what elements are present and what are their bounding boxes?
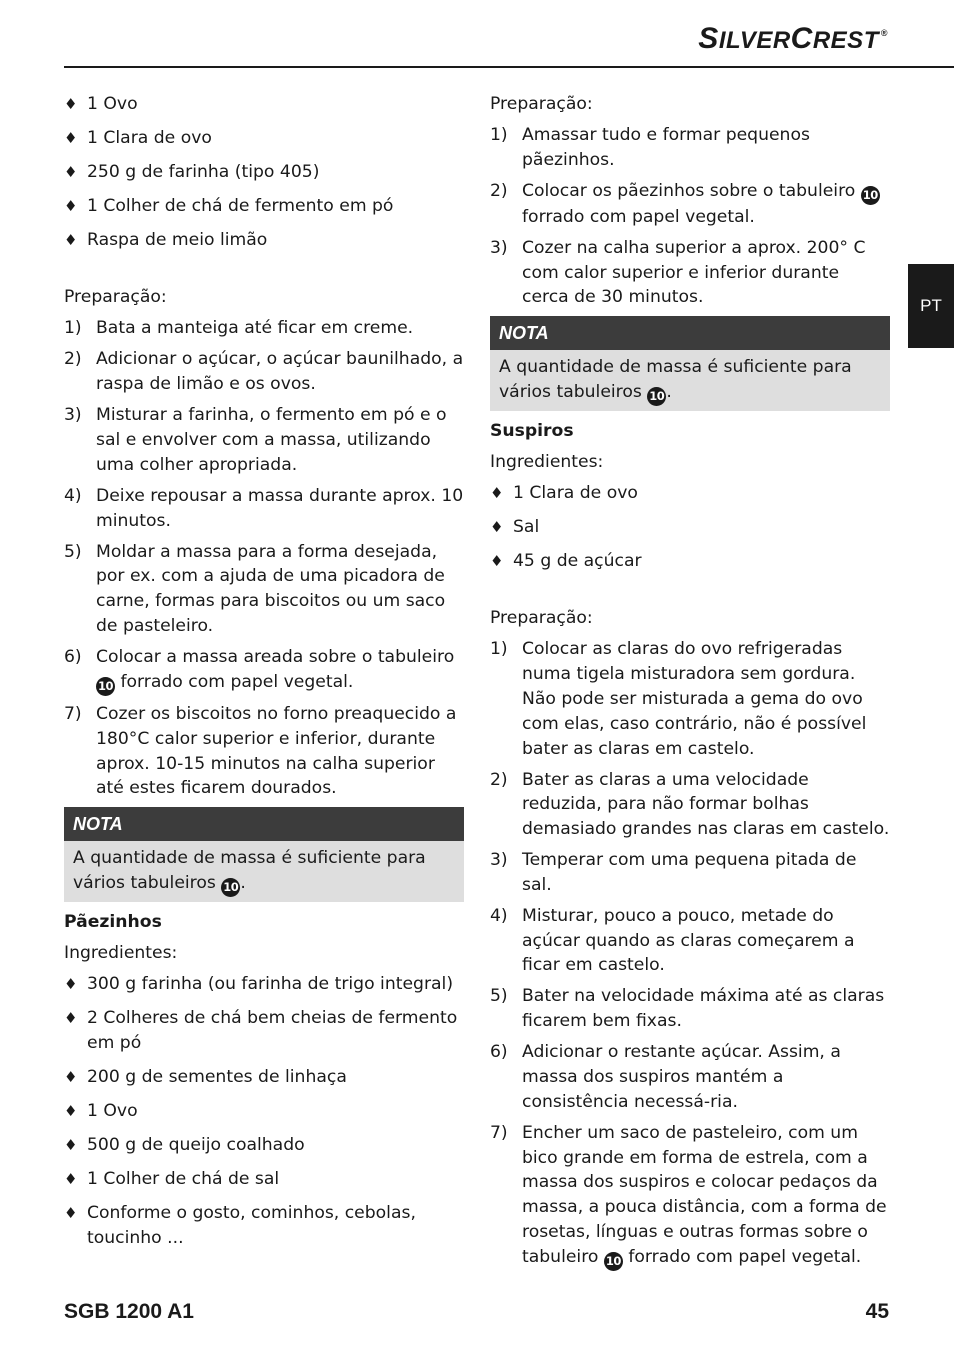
list-item: ♦ Raspa de meio limão [64,228,464,253]
preparation-label: Preparação: [490,94,593,114]
baking-tray-ref-icon: 10 [221,878,240,897]
baking-tray-ref-icon: 10 [96,677,115,696]
language-tab: PT [908,264,954,348]
note-title: NOTA [490,316,890,350]
list-item: ♦ 1 Colher de chá de fermento em pó [64,194,464,219]
bullet-icon: ♦ [64,1009,78,1028]
page-number: 45 [865,1300,889,1323]
bullet-icon: ♦ [64,1204,78,1223]
list-item: ♦ 500 g de queijo coalhado [64,1133,464,1158]
preparation-steps [64,316,464,801]
bullet-icon: ♦ [64,163,78,182]
step-item: 6) Adicionar o restante açúcar. Assim, a massa dos suspiros mantém a consistência necessá-ria. [490,1042,841,1112]
step-item: 1) Amassar tudo e formar pequenos pãezinhos. [490,124,810,170]
bullet-icon: ♦ [64,1102,78,1121]
baking-tray-ref-icon: 10 [604,1252,623,1271]
preparation-steps [490,123,890,310]
preparation-steps [490,637,890,1270]
list-item: ♦ 45 g de açúcar [490,549,890,574]
bullet-icon: ♦ [64,129,78,148]
list-item: ♦ 300 g farinha (ou farinha de trigo integral) [64,972,464,997]
preparation-label: Preparação: [490,608,593,629]
step-item: 1) Bata a manteiga até ficar em creme. [64,318,414,339]
step-item: 3) Cozer na calha superior a aprox. 200° C com calor superior e inferior durante cerca de 30 minutos. [490,237,866,308]
step-item: 4) Deixe repousar a massa durante aprox. 10 minutos. [64,485,464,531]
list-item: ♦ 2 Colheres de chá bem cheias de fermento em pó [64,1008,458,1053]
note-title: NOTA [64,807,464,841]
bullet-icon: ♦ [490,518,504,537]
header-divider [64,66,954,68]
bullet-icon: ♦ [490,484,504,503]
note-text: A quantidade de massa é suficiente para vários tabuleiros 10 . [64,841,464,902]
step-item: 1) Colocar as claras do ovo refrigeradas numa tigela misturadora sem gordura. Não pode ser misturada a gema do ovo com elas, caso contrário, não é possível bater as claras em castelo. [490,639,867,759]
step-item: 5) Moldar a massa para a forma desejada, por ex. com a ajuda de uma picadora de carne, formas para biscoitos ou um saco de pasteleiro. [64,541,446,636]
list-item: ♦ 1 Ovo [64,1099,464,1124]
section-heading: Pãezinhos [64,912,162,933]
step-item: 2) Adicionar o açúcar, o açúcar baunilhado, a raspa de limão e os ovos. [64,349,464,395]
ingredients-label: Ingredientes: [490,452,604,473]
brand-logo: SILVERCREST ® [698,22,888,55]
list-item: ♦ 1 Ovo [64,92,464,117]
list-item: ♦ 250 g de farinha (tipo 405) [64,160,464,185]
step-item: 7) Encher um saco de pasteleiro, com um bico grande em forma de estrela, com a massa dos suspiros e colocar pedaços da massa, a pouca distância, com a forma de rosetas, línguas e outras formas sobre o tabuleiro 10 forrado com papel vegetal. [490,1121,890,1271]
right-column [490,92,890,1277]
list-item: ♦ Sal [490,515,890,540]
bullet-icon: ♦ [64,231,78,250]
bullet-icon: ♦ [490,552,504,571]
bullet-icon: ♦ [64,197,78,216]
ingredients-label: Ingredientes: [64,943,178,964]
section-heading: Suspiros [490,421,574,442]
step-item: 2) Bater as claras a uma velocidade reduzida, para não formar bolhas demasiado grandes nas claras em castelo. [490,769,890,840]
note-text: A quantidade de massa é suficiente para vários tabuleiros 10 . [490,350,890,411]
step-item: 5) Bater na velocidade máxima até as claras ficarem bem fixas. [490,986,885,1032]
list-item: ♦ 200 g de sementes de linhaça [64,1065,464,1090]
list-item: ♦ 1 Clara de ovo [64,126,464,151]
preparation-label: Preparação: [64,287,167,308]
bullet-icon: ♦ [64,1170,78,1189]
bullet-icon: ♦ [64,1136,78,1155]
ingredient-list [490,481,890,574]
bullet-icon: ♦ [64,1068,78,1087]
step-item: 3) Misturar a farinha, o fermento em pó e o sal e envolver com a massa, utilizando uma colher apropriada. [64,405,447,475]
baking-tray-ref-icon: 10 [647,387,666,406]
step-item: 6) Colocar a massa areada sobre o tabuleiro 10 forrado com papel vegetal. [64,645,464,696]
bullet-icon: ♦ [64,95,78,113]
list-item: ♦ Conforme o gosto, cominhos, cebolas, toucinho ... [64,1203,416,1249]
note-box [490,316,890,411]
model-number: SGB 1200 A1 [64,1300,194,1323]
step-item: 7) Cozer os biscoitos no forno preaquecido a 180°C calor superior e inferior, durante aprox. 10-15 minutos na calha superior até estes ficarem dourados. [64,703,457,799]
ingredient-list [64,972,464,1251]
bullet-icon: ♦ [64,975,78,994]
list-item: ♦ 1 Colher de chá de sal [64,1167,464,1192]
step-item: 3) Temperar com uma pequena pitada de sal. [490,850,857,895]
left-column [64,92,464,1260]
step-item: 4) Misturar, pouco a pouco, metade do açúcar quando as claras começarem a ficar em castelo. [490,905,855,976]
note-box [64,807,464,902]
list-item: ♦ 1 Clara de ovo [490,481,890,506]
ingredient-list [64,92,464,253]
step-item: 2) Colocar os pãezinhos sobre o tabuleiro 10 forrado com papel vegetal. [490,180,878,227]
baking-tray-ref-icon: 10 [861,186,880,205]
